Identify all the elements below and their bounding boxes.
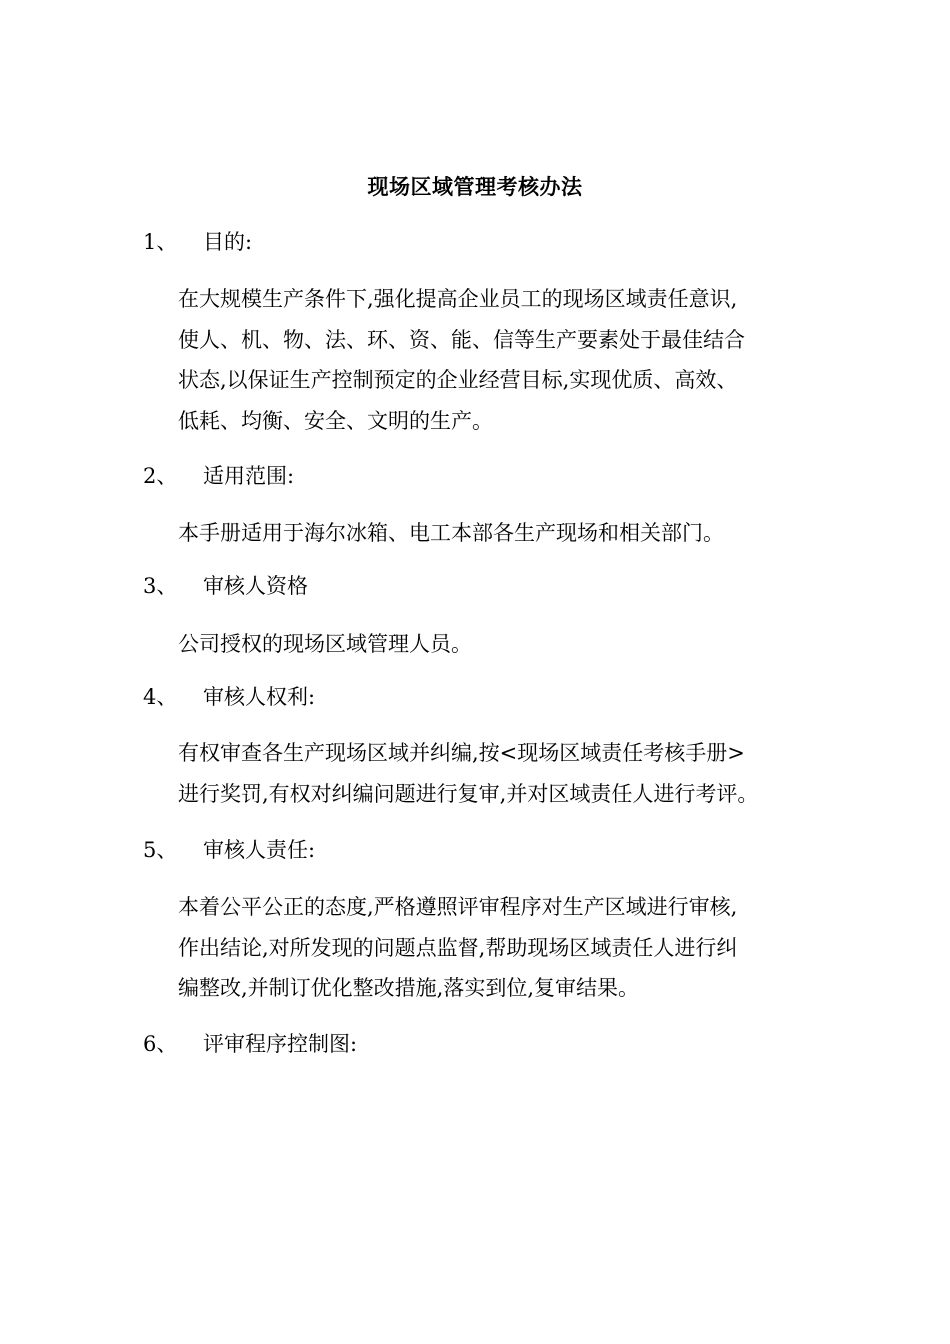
- section-heading-text: 适用范围:: [203, 464, 295, 488]
- section-6-heading: [143, 1029, 357, 1059]
- body-line: 有权审查各生产现场区域并纠编,按<现场区域责任考核手册>: [178, 741, 745, 765]
- section-5-heading: [143, 835, 315, 865]
- section-number: 5、: [143, 838, 178, 862]
- body-line: 作出结论,对所发现的问题点监督,帮助现场区域责任人进行纠: [178, 935, 738, 960]
- section-number: 1、: [143, 230, 178, 254]
- body-line: 使人、机、物、法、环、资、能、信等生产要素处于最佳结合: [178, 327, 745, 352]
- section-1-body: [178, 279, 818, 441]
- section-number: 3、: [143, 574, 178, 598]
- body-line: 本着公平公正的态度,严格遵照评审程序对生产区域进行审核,: [178, 895, 738, 919]
- section-heading-text: 审核人资格: [203, 574, 308, 598]
- body-line: 进行奖罚,有权对纠编问题进行复审,并对区域责任人进行考评。: [178, 781, 759, 806]
- section-4-heading: [143, 682, 315, 712]
- body-line: 状态,以保证生产控制预定的企业经营目标,实现优质、高效、: [178, 368, 738, 392]
- section-number: 2、: [143, 464, 178, 488]
- section-number: 6、: [143, 1032, 178, 1056]
- body-line: 低耗、均衡、安全、文明的生产。: [178, 408, 493, 433]
- section-2-body: [178, 513, 818, 554]
- section-heading-text: 评审程序控制图:: [203, 1032, 358, 1056]
- body-line: 本手册适用于海尔冰箱、电工本部各生产现场和相关部门。: [178, 521, 724, 545]
- section-3-body: [178, 624, 818, 665]
- section-4-body: [178, 733, 818, 814]
- section-heading-text: 目的:: [203, 230, 253, 254]
- body-line: 在大规模生产条件下,强化提高企业员工的现场区域责任意识,: [178, 287, 738, 311]
- body-line: 公司授权的现场区域管理人员。: [178, 632, 472, 656]
- section-3-heading: [143, 571, 308, 601]
- section-number: 4、: [143, 685, 178, 709]
- section-5-body: [178, 887, 818, 1009]
- section-2-heading: [143, 461, 294, 491]
- section-1-heading: [143, 227, 252, 257]
- section-heading-text: 审核人权利:: [203, 685, 316, 709]
- document-title: 现场区域管理考核办法: [367, 174, 583, 199]
- body-line: 编整改,并制订优化整改措施,落实到位,复审结果。: [178, 976, 640, 1000]
- section-heading-text: 审核人责任:: [203, 838, 316, 862]
